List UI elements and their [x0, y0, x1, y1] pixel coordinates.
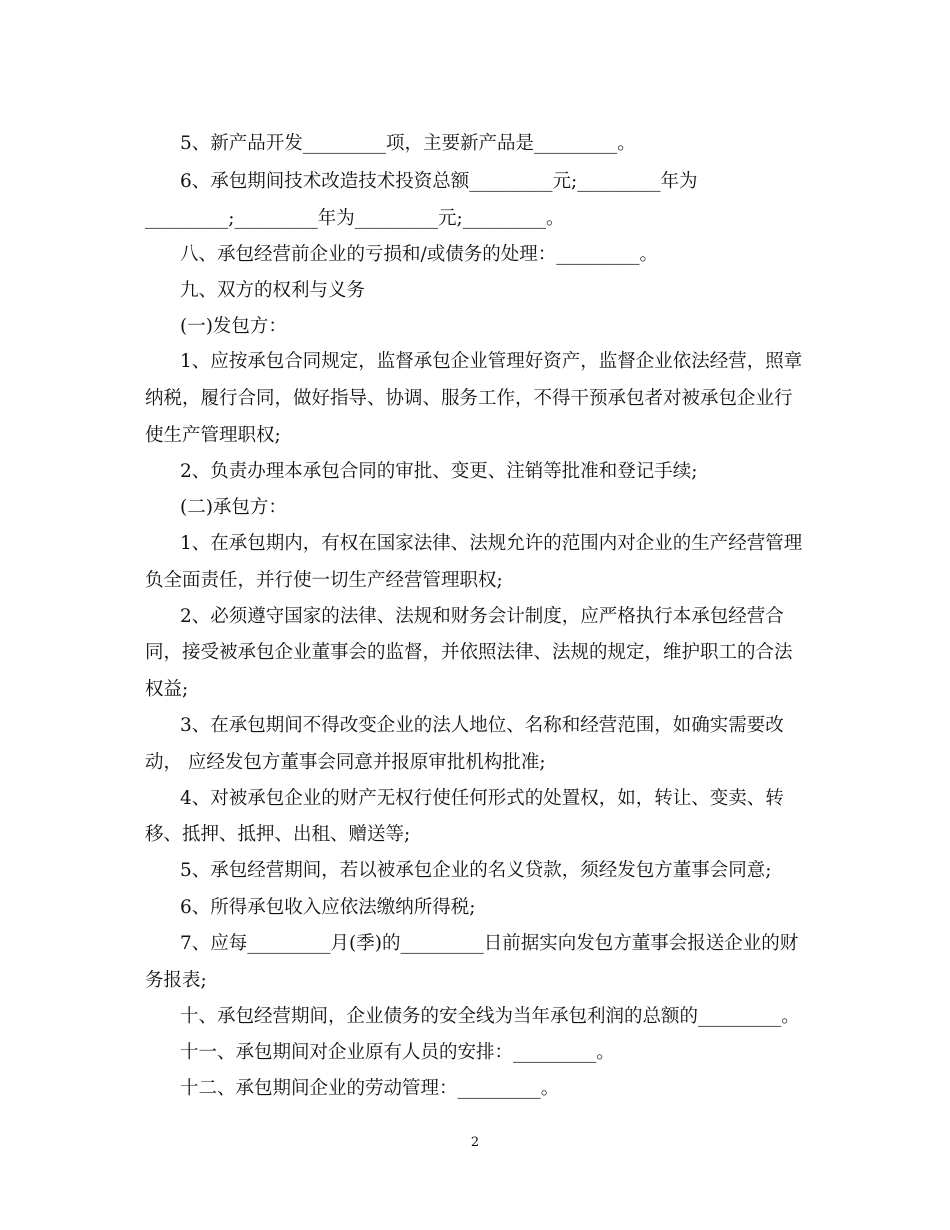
- contractor-item-4-cont: 移、抵押、抵押、出租、赠送等;: [145, 824, 411, 845]
- section-ten: 十、承包经营期间，企业债务的安全线为当年承包利润的总额的_________。: [180, 1006, 800, 1027]
- contractor-item-2: 2、必须遵守国家的法律、法规和财务会计制度，应严格执行本承包经营合: [180, 606, 784, 627]
- paragraph-tech-investment: 6、承包期间技术改造技术投资总额_________元;_________年为: [180, 171, 698, 192]
- paragraph-new-product: 5、新产品开发_________项，主要新产品是_________。: [180, 133, 636, 154]
- section-eight: 八、承包经营前企业的亏损和/或债务的处理：_________。: [180, 244, 658, 265]
- contractor-item-4: 4、对被承包企业的财产无权行使任何形式的处置权，如，转让、变卖、转: [180, 788, 784, 809]
- contractor-item-1: 1、在承包期内，有权在国家法律、法规允许的范围内对企业的生产经营管理: [180, 533, 803, 554]
- contractor-item-2-cont: 同，接受被承包企业董事会的监督，并依照法律、法规的规定，维护职工的合法: [145, 642, 793, 663]
- contractor-item-3: 3、在承包期间不得改变企业的法人地位、名称和经营范围，如确实需要改: [180, 715, 784, 736]
- contractor-item-2-cont2: 权益;: [145, 679, 189, 700]
- section-nine-heading: 九、双方的权利与义务: [180, 280, 366, 301]
- contractor-item-7: 7、应每_________月(季)的_________日前据实向发包方董事会报送企业的财: [180, 933, 799, 954]
- contractor-item-6: 6、所得承包收入应依法缴纳所得税;: [180, 897, 476, 918]
- paragraph-tech-investment-cont: _________;_________年为_________元;_________。: [145, 208, 565, 229]
- issuer-item-1: 1、应按承包合同规定，监督承包企业管理好资产，监督企业依法经营，照章: [180, 351, 803, 372]
- contractor-item-3-cont: 动， 应经发包方董事会同意并报原审批机构批准;: [145, 752, 546, 773]
- contractor-item-5: 5、承包经营期间，若以被承包企业的名义贷款，须经发包方董事会同意;: [180, 860, 772, 881]
- subsection-contractor: (二)承包方：: [180, 497, 287, 518]
- issuer-item-2: 2、负责办理本承包合同的审批、变更、注销等批准和登记手续;: [180, 461, 698, 482]
- section-twelve: 十二、承包期间企业的劳动管理：_________。: [180, 1078, 560, 1099]
- contractor-item-1-cont: 负全面责任，并行使一切生产经营管理职权;: [145, 570, 503, 591]
- section-eleven: 十一、承包期间对企业原有人员的安排：_________。: [180, 1042, 615, 1063]
- page-number: 2: [470, 1135, 480, 1150]
- issuer-item-1-cont: 纳税，履行合同，做好指导、协调、服务工作，不得干预承包者对被承包企业行: [145, 388, 793, 409]
- subsection-contractor-issuer: (一)发包方：: [180, 316, 287, 337]
- issuer-item-1-cont2: 使生产管理职权;: [145, 425, 281, 446]
- contractor-item-7-cont: 务报表;: [145, 970, 207, 991]
